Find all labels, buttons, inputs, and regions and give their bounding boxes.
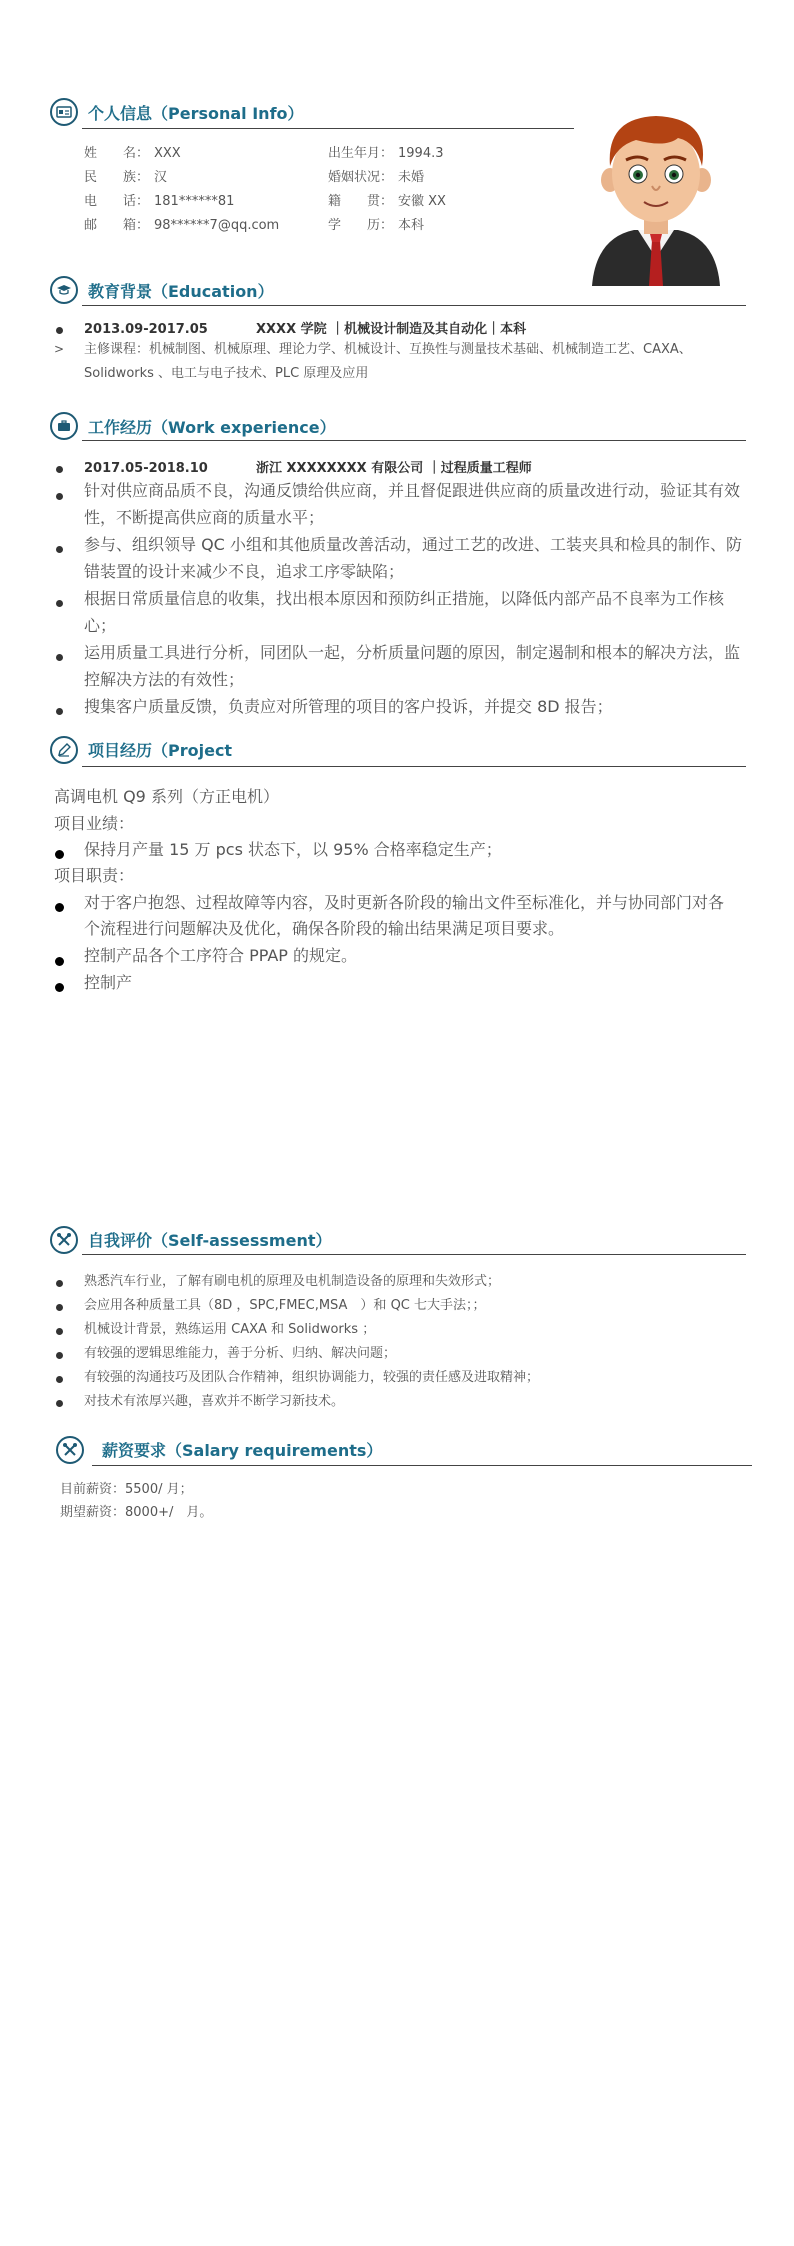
education-period: 2013.09-2017.05 xyxy=(84,322,208,337)
self-item: 机械设计背景，熟练运用 CAXA 和 Solidworks ； xyxy=(84,1322,376,1337)
project-name: 高调电机 Q9 系列（方正电机） xyxy=(54,787,279,806)
self-item: 对技术有浓厚兴趣，喜欢并不断学习新技术。 xyxy=(84,1394,345,1409)
section-title-personal: 个人信息（Personal Info） xyxy=(88,104,304,123)
project-duty-item: 控制产 xyxy=(84,973,133,992)
self-item: 熟悉汽车行业，了解有刷电机的原理及电机制造设备的原理和失效形式； xyxy=(84,1274,501,1289)
tools-icon xyxy=(50,1226,78,1254)
divider xyxy=(82,128,574,129)
bullet xyxy=(56,1352,63,1359)
self-item: 有较强的逻辑思维能力，善于分析、归纳、解决问题； xyxy=(84,1346,397,1361)
bullet xyxy=(55,983,64,992)
divider xyxy=(92,1465,752,1466)
bullet xyxy=(55,850,64,859)
work-item-cont: 错装置的设计来减少不良，追求工序零缺陷； xyxy=(84,562,405,581)
work-period: 2017.05-2018.10 xyxy=(84,461,208,476)
divider xyxy=(82,1254,746,1255)
project-perf-label: 项目业绩： xyxy=(54,814,135,833)
info-email: 邮 箱： 98******7@qq.com xyxy=(84,218,280,233)
work-company: 浙江 XXXXXXXX 有限公司 ｜过程质量工程师 xyxy=(256,461,532,476)
divider xyxy=(82,305,746,306)
work-item: 参与、组织领导 QC 小组和其他质量改善活动，通过工艺的改进、工装夹具和检具的制作、防 xyxy=(84,535,742,554)
bullet xyxy=(55,957,64,966)
bullet xyxy=(56,1280,63,1287)
work-item: 运用质量工具进行分析，同团队一起，分析质量问题的原因，制定遏制和根本的解决方法，监 xyxy=(84,643,741,662)
education-courses-cont: Solidworks 、电工与电子技术、PLC 原理及应用 xyxy=(84,366,369,381)
project-duty-item-cont: 个流程进行问题解决及优化，确保各阶段的输出结果满足项目要求。 xyxy=(84,919,565,938)
info-birth: 出生年月： 1994.3 xyxy=(328,146,444,161)
info-marital: 婚姻状况： 未婚 xyxy=(328,170,425,185)
edit-icon xyxy=(50,736,78,764)
section-title-salary: 薪资要求（Salary requirements） xyxy=(102,1441,383,1460)
bullet xyxy=(56,1376,63,1383)
education-courses: 主修课程：机械制图、机械原理、理论力学、机械设计、互换性与测量技术基础、机械制造工艺、CAXA、 xyxy=(84,342,692,357)
divider xyxy=(82,440,746,441)
bullet xyxy=(56,493,63,500)
salary-expected: 期望薪资：8000+/ 月。 xyxy=(60,1505,213,1520)
arrow-bullet-icon: > xyxy=(54,342,65,356)
section-title-project: 项目经历（Project xyxy=(88,741,233,760)
work-item-cont: 控解决方法的有效性； xyxy=(84,670,245,689)
education-school: XXXX 学院 ｜机械设计制造及其自动化｜本科 xyxy=(256,322,527,337)
avatar xyxy=(586,108,726,286)
bullet xyxy=(56,466,63,473)
info-ethnicity: 民 族： 汉 xyxy=(84,170,168,185)
bullet xyxy=(56,1328,63,1335)
work-item: 根据日常质量信息的收集，找出根本原因和预防纠正措施，以降低内部产品不良率为工作核 xyxy=(84,589,725,608)
section-title-education: 教育背景（Education） xyxy=(88,282,274,301)
project-duty-item: 控制产品各个工序符合 PPAP 的规定。 xyxy=(84,946,358,965)
tools-icon xyxy=(56,1436,84,1464)
id-card-icon xyxy=(50,98,78,126)
project-duty-item: 对于客户抱怨、过程故障等内容，及时更新各阶段的输出文件至标准化，并与协同部门对各 xyxy=(84,893,725,912)
bullet xyxy=(56,1400,63,1407)
work-item: 搜集客户质量反馈，负责应对所管理的项目的客户投诉，并提交 8D 报告； xyxy=(84,697,613,716)
info-degree: 学 历： 本科 xyxy=(328,218,425,233)
bullet xyxy=(56,546,63,553)
bullet xyxy=(56,1304,63,1311)
bullet xyxy=(56,327,63,334)
work-item-cont: 性，不断提高供应商的质量水平； xyxy=(84,508,325,527)
bullet xyxy=(56,600,63,607)
info-hometown: 籍 贯： 安徽 XX xyxy=(328,194,446,209)
divider xyxy=(82,766,746,767)
self-item: 有较强的沟通技巧及团队合作精神，组织协调能力，较强的责任感及进取精神； xyxy=(84,1370,540,1385)
self-item: 会应用各种质量工具（8D ，SPC,FMEC,MSA ）和 QC 七大手法；； xyxy=(84,1298,486,1313)
section-title-self: 自我评价（Self-assessment） xyxy=(88,1231,332,1250)
work-item-cont: 心； xyxy=(84,616,117,635)
graduation-cap-icon xyxy=(50,276,78,304)
bullet xyxy=(56,708,63,715)
bullet xyxy=(55,903,64,912)
work-item-clip xyxy=(50,694,750,716)
info-phone: 电 话： 181******81 xyxy=(84,194,235,209)
bullet xyxy=(56,654,63,661)
project-perf-item: 保持月产量 15 万 pcs 状态下，以 95% 合格率稳定生产； xyxy=(84,840,502,859)
info-name: 姓 名： XXX xyxy=(84,146,181,161)
section-title-work: 工作经历（Work experience） xyxy=(88,418,336,437)
project-duty-label: 项目职责： xyxy=(54,866,135,885)
briefcase-icon xyxy=(50,412,78,440)
salary-current: 目前薪资：5500/ 月； xyxy=(60,1482,193,1497)
work-item: 针对供应商品质不良，沟通反馈给供应商，并且督促跟进供应商的质量改进行动，验证其有效 xyxy=(84,481,741,500)
